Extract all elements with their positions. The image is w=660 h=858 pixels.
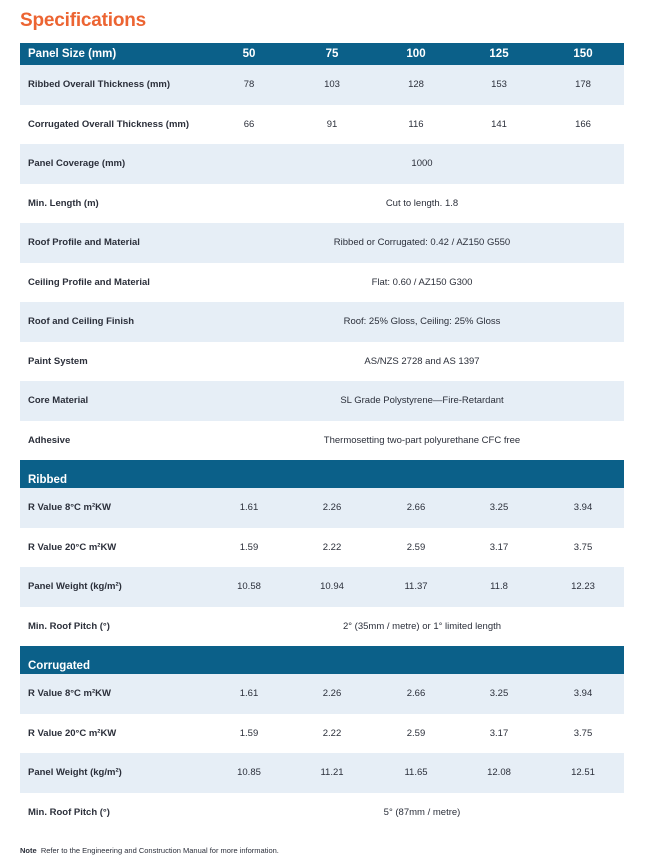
table-row-values xyxy=(220,674,624,714)
section-header-corrugated-values xyxy=(220,646,624,672)
table-cell: 128 xyxy=(408,79,424,91)
table-row-values xyxy=(220,488,624,528)
table-cell: 3.75 xyxy=(573,727,593,739)
section-header-ribbed xyxy=(20,460,624,488)
table-row-label: R Value 20°C m²KW xyxy=(28,727,117,739)
table-row-label: Panel Coverage (mm) xyxy=(28,158,126,170)
page-title: Specifications xyxy=(20,10,147,31)
table-row-values xyxy=(220,528,624,568)
table-cell: 2.26 xyxy=(322,688,342,700)
table-cell: 178 xyxy=(575,79,591,91)
table-cell: 12.23 xyxy=(571,581,595,593)
table-cell: 11.8 xyxy=(490,581,508,593)
table-row-values xyxy=(220,714,624,754)
note-text: Refer to the Engineering and Construction Manual for more information. xyxy=(40,846,279,855)
table-cell: 2.66 xyxy=(406,502,426,514)
table-row-label: Roof Profile and Material xyxy=(28,237,140,249)
specifications-table xyxy=(20,43,624,832)
table-cell: 91 xyxy=(326,118,338,130)
table-cell-merged: Cut to length. 1.8 xyxy=(385,197,459,209)
table-cell: 1.61 xyxy=(239,688,259,700)
table-row xyxy=(20,714,624,754)
table-row-label: Roof and Ceiling Finish xyxy=(28,316,135,328)
section-header-corrugated xyxy=(20,646,624,674)
table-cell-merged: SL Grade Polystyrene—Fire-Retardant xyxy=(340,395,504,407)
section-header-corrugated-label: Corrugated xyxy=(28,660,90,672)
note-label: Note xyxy=(20,846,37,855)
table-row xyxy=(20,607,624,647)
table-row xyxy=(20,753,624,793)
table-header-label: Panel Size (mm) xyxy=(28,47,117,60)
table-row-values xyxy=(220,184,624,224)
table-cell: 116 xyxy=(408,118,424,130)
table-row-values xyxy=(220,65,624,105)
table-cell: 66 xyxy=(243,118,255,130)
table-cell: 11.21 xyxy=(320,767,344,779)
table-row-label: Core Material xyxy=(28,395,89,407)
table-row xyxy=(20,793,624,833)
table-cell-merged: Flat: 0.60 / AZ150 G300 xyxy=(371,276,473,288)
table-cell: 103 xyxy=(324,79,340,91)
table-cell-merged: Ribbed or Corrugated: 0.42 / AZ150 G550 xyxy=(333,237,511,249)
table-cell: 2.26 xyxy=(322,502,342,514)
table-header xyxy=(20,43,624,65)
table-cell: 141 xyxy=(491,118,507,130)
table-cell: 100 xyxy=(406,47,426,60)
table-row xyxy=(20,144,624,184)
table-cell: 166 xyxy=(575,118,591,130)
table-row xyxy=(20,488,624,528)
table-cell: 3.17 xyxy=(489,727,509,739)
table-row-values xyxy=(220,223,624,263)
table-cell: 125 xyxy=(489,47,509,60)
table-cell: 3.94 xyxy=(573,502,593,514)
table-cell: 2.22 xyxy=(322,541,342,553)
table-row xyxy=(20,263,624,303)
table-row xyxy=(20,567,624,607)
table-cell: 50 xyxy=(242,47,256,60)
table-row xyxy=(20,381,624,421)
table-cell: 1.59 xyxy=(239,727,259,739)
table-cell: 3.25 xyxy=(489,502,509,514)
table-row-values xyxy=(220,342,624,382)
table-row xyxy=(20,342,624,382)
table-cell: 3.94 xyxy=(573,688,593,700)
table-header-values xyxy=(220,43,624,64)
table-row-label: Min. Length (m) xyxy=(28,197,99,209)
table-cell: 153 xyxy=(491,79,507,91)
table-row-label: Ceiling Profile and Material xyxy=(28,276,150,288)
table-row xyxy=(20,302,624,342)
table-row-label: Min. Roof Pitch (°) xyxy=(28,806,110,818)
table-cell: 1.59 xyxy=(239,541,259,553)
table-cell: 11.65 xyxy=(404,767,428,779)
table-row-label: R Value 20°C m²KW xyxy=(28,541,117,553)
table-cell: 2.22 xyxy=(322,727,342,739)
table-row-values xyxy=(220,144,624,184)
table-row-label: Paint System xyxy=(28,355,88,367)
table-cell: 12.08 xyxy=(487,767,511,779)
table-row-values xyxy=(220,105,624,145)
table-row-values xyxy=(220,421,624,461)
table-cell: 3.75 xyxy=(573,541,593,553)
table-cell-merged: Thermosetting two-part polyurethane CFC free xyxy=(323,434,521,446)
table-cell: 2.59 xyxy=(406,727,426,739)
table-row-values xyxy=(220,302,624,342)
section-header-ribbed-label: Ribbed xyxy=(28,474,67,486)
table-cell: 75 xyxy=(325,47,339,60)
table-row xyxy=(20,421,624,461)
table-row-label: Ribbed Overall Thickness (mm) xyxy=(28,79,171,91)
table-cell: 11.37 xyxy=(404,581,428,593)
table-cell: 10.94 xyxy=(320,581,344,593)
table-row-values xyxy=(220,793,624,833)
table-row-label: R Value 8°C m²KW xyxy=(28,502,111,514)
table-cell-merged: 2° (35mm / metre) or 1° limited length xyxy=(342,620,502,632)
table-cell: 10.58 xyxy=(237,581,261,593)
table-row xyxy=(20,65,624,105)
table-cell: 2.66 xyxy=(406,688,426,700)
table-cell-merged: AS/NZS 2728 and AS 1397 xyxy=(364,355,480,367)
table-row xyxy=(20,223,624,263)
table-cell: 150 xyxy=(573,47,593,60)
table-row-label: Panel Weight (kg/m²) xyxy=(28,581,122,593)
table-cell: 3.17 xyxy=(489,541,509,553)
table-row-values xyxy=(220,381,624,421)
table-row xyxy=(20,674,624,714)
table-row xyxy=(20,105,624,145)
table-cell-merged: 1000 xyxy=(411,158,433,170)
table-cell-merged: 5° (87mm / metre) xyxy=(383,806,461,818)
table-row xyxy=(20,184,624,224)
table-row-label: R Value 8°C m²KW xyxy=(28,688,111,700)
table-cell: 12.51 xyxy=(571,767,595,779)
table-row-label: Panel Weight (kg/m²) xyxy=(28,767,122,779)
table-cell: 3.25 xyxy=(489,688,509,700)
table-row-values xyxy=(220,753,624,793)
table-cell: 10.85 xyxy=(237,767,261,779)
table-cell: 78 xyxy=(243,79,255,91)
table-row xyxy=(20,528,624,568)
table-row-label: Corrugated Overall Thickness (mm) xyxy=(28,118,190,130)
table-cell: 2.59 xyxy=(406,541,426,553)
table-row-label: Adhesive xyxy=(28,434,71,446)
table-cell-merged: Roof: 25% Gloss, Ceiling: 25% Gloss xyxy=(343,316,501,328)
table-row-values xyxy=(220,263,624,303)
table-row-values xyxy=(220,607,624,647)
footnote xyxy=(20,846,279,855)
table-row-values xyxy=(220,567,624,607)
table-cell: 1.61 xyxy=(239,502,259,514)
table-row-label: Min. Roof Pitch (°) xyxy=(28,620,110,632)
section-header-ribbed-values xyxy=(220,460,624,486)
